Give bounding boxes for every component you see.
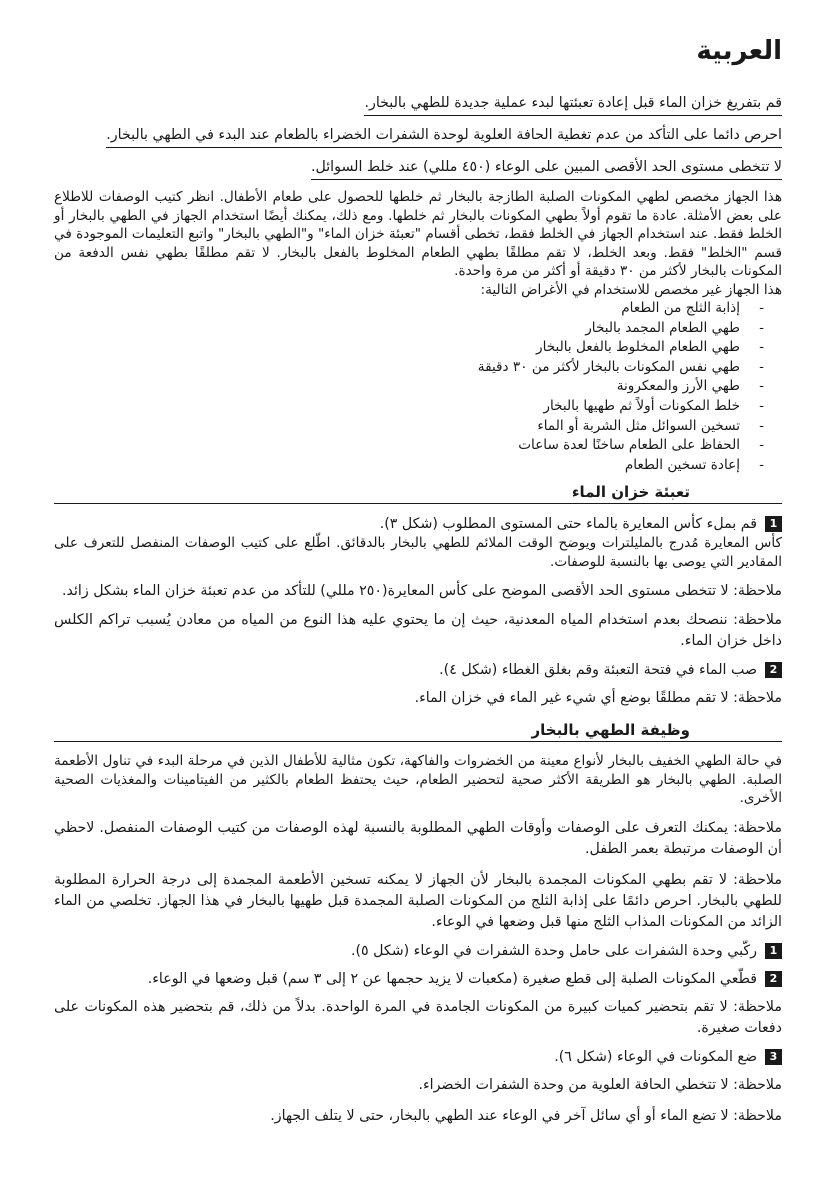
list-item: - الحفاظ على الطعام ساخنًا لعدة ساعات xyxy=(518,437,764,454)
step-item xyxy=(54,660,782,680)
step-text: ضع المكونات في الوعاء (شكل ٦). xyxy=(554,1048,757,1065)
step-text: قطّعي المكونات الصلبة إلى قطع صغيرة (مكعبات لا يزيد حجمها عن ٢ إلى ٣ سم) قبل وضعها في الوعاء. xyxy=(147,970,757,987)
section-heading-steam xyxy=(54,719,782,742)
note: ملاحظة: لا تقم بتحضير كميات كبيرة من المكونات الجامدة في المرة الواحدة. بدلاً من ذلك، قم بتحضير هذه المكونات على دفعات صغيرة. xyxy=(54,998,782,1036)
list-item: - خلط المكونات أولاً ثم طهيها بالبخار xyxy=(543,397,764,414)
step-text: قم بملء كأس المعايرة بالماء حتى المستوى المطلوب (شكل ٣). xyxy=(379,516,757,533)
note: ملاحظة: لا تقم مطلقًا بوضع أي شيء غير الماء في خزان الماء. xyxy=(414,690,782,707)
step-text: ركّبي وحدة الشفرات على حامل وحدة الشفرات في الوعاء (شكل ٥). xyxy=(350,942,757,959)
list-item: - إذابة الثلج من الطعام xyxy=(621,300,764,316)
step-number-badge: 2 xyxy=(765,971,782,987)
step-number-badge: 1 xyxy=(765,943,782,959)
step-number-badge: 3 xyxy=(765,1049,782,1065)
note: ملاحظة: لا تتخطى مستوى الحد الأقصى الموضح على كأس المعايرة(٢٥٠ مللي) للتأكد من عدم تعبئة خزان الماء بشكل زائد. xyxy=(62,583,782,600)
note: ملاحظة: يمكنك التعرف على الوصفات وأوقات الطهي المطلوبة بالنسبة لهذه الوصفات من كتيب الوصفات المنفصل. لاحظي أن الوصفات مرتبطة بعمر الطفل. xyxy=(54,819,782,857)
language-title: العربية xyxy=(696,36,782,66)
not-intended-heading: هذا الجهاز غير مخصص للاستخدام في الأغراض التالية: xyxy=(480,281,782,298)
step-description: كأس المعايرة مُدرج بالمليلترات ويوضح الوقت الملائم للطهي بالبخار بالدقائق. اطّلع على كتيب الوصفات المنفصل للتعرف على المقادير التي يوصى بها بالنسبة للوصفات. xyxy=(54,535,782,570)
note: ملاحظة: لا تقم بطهي المكونات المجمدة بالبخار لأن الجهاز لا يمكنه تسخين الأطعمة المجمدة إلى درجة الحرارة المطلوبة للطهي بالبخار. احرص دائمًا على إذابة الثلج من المكونات الصلبة المجمدة قبل طهيها بالبخار في هذا الجهاز. تخلصي من الماء الزائد من المكونات المذاب الثلج منها قبل وضعها في الوعاء. xyxy=(54,871,782,930)
section-title: وظيفة الطهي بالبخار xyxy=(531,721,690,740)
warning-item: قم بتفريغ خزان الماء قبل إعادة تعبئتها لبدء عملية جديدة للطهي بالبخار. xyxy=(364,93,782,116)
warning-item: لا تتخطى مستوى الحد الأقصى المبين على الوعاء (٤٥٠ مللي) عند خلط السوائل. xyxy=(311,157,782,180)
step-text: صب الماء في فتحة التعبئة وقم بغلق الغطاء (شكل ٤). xyxy=(439,662,757,679)
not-intended-list xyxy=(54,299,782,475)
list-item: - إعادة تسخين الطعام xyxy=(624,456,764,473)
steam-paragraph: في حالة الطهي الخفيف بالبخار لأنواع معينة من الخضروات والفاكهة، تكون مثالية للأطفال الذين في مرحلة البدء في تناول الأطعمة الصلبة. الطهي بالبخار هو الطريقة الأكثر صحية لتحضير الطعام، حيث يحتفظ الطعام بالكثير من الفيتامينات والمغذيات الصحية الأخرى. xyxy=(54,753,782,807)
list-item: - طهي الطعام المجمد بالبخار xyxy=(585,319,764,336)
note: ملاحظة: لا تتخطي الحافة العلوية من وحدة الشفرات الخضراء. xyxy=(418,1076,782,1093)
list-item: - طهي الأرز والمعكرونة xyxy=(616,378,764,395)
intro-paragraph: هذا الجهاز مخصص لطهي المكونات الصلبة الطازجة بالبخار ثم خلطها للحصول على طعام الأطفال. انظر كتيب الوصفات للاطلاع على بعض الأمثلة. عادة ما تقوم أولاً بطهي المكونات بالبخار ثم خلطها. ومع ذلك، يمكنك أيضًا استخدام الجهاز في الطهي بالبخار أو الخلط فقط. عند استخدام الجهاز في الخلط فقط، تخطى أقسام "تعبئة خزان الماء" و"الطهي بالبخار" واتبع التعليمات الموجودة في قسم "الخلط" فقط. وبعد الخلط، لا تقم مطلقًا بطهي الطعام المخلوط بالفعل بالبخار. لا تقم مطلقًا بطهي نفس الدفعة من المكونات بالبخار لأكثر من ٣٠ دقيقة أو أكثر من مرة واحدة. xyxy=(54,189,782,279)
page-content xyxy=(54,92,782,1127)
step-item xyxy=(54,1047,782,1067)
list-item: - طهي نفس المكونات بالبخار لأكثر من ٣٠ دقيقة xyxy=(477,358,764,375)
list-item: - تسخين السوائل مثل الشربة أو الماء xyxy=(537,417,764,434)
section-title: تعبئة خزان الماء xyxy=(571,483,690,502)
step-item xyxy=(54,941,782,961)
note: ملاحظة: ننصحك بعدم استخدام المياه المعدنية، حيث إن ما يحتوي عليه هذا النوع من المياه من معادن يُسبب تراكم الكلس داخل خزان الماء. xyxy=(54,612,782,650)
step-item xyxy=(54,969,782,989)
step-number-badge: 1 xyxy=(765,516,782,532)
step-item xyxy=(54,514,782,534)
warning-block xyxy=(54,92,782,188)
list-item: - طهي الطعام المخلوط بالفعل بالبخار xyxy=(536,339,764,356)
step-number-badge: 2 xyxy=(765,662,782,678)
note: ملاحظة: لا تضع الماء أو أي سائل آخر في الوعاء عند الطهي بالبخار، حتى لا يتلف الجهاز. xyxy=(270,1107,782,1124)
warning-item: احرص دائما على التأكد من عدم تغطية الحافة العلوية لوحدة الشفرات الخضراء بالطعام عند البدء في الطهي بالبخار. xyxy=(106,125,782,148)
section-heading-fill xyxy=(54,481,782,504)
